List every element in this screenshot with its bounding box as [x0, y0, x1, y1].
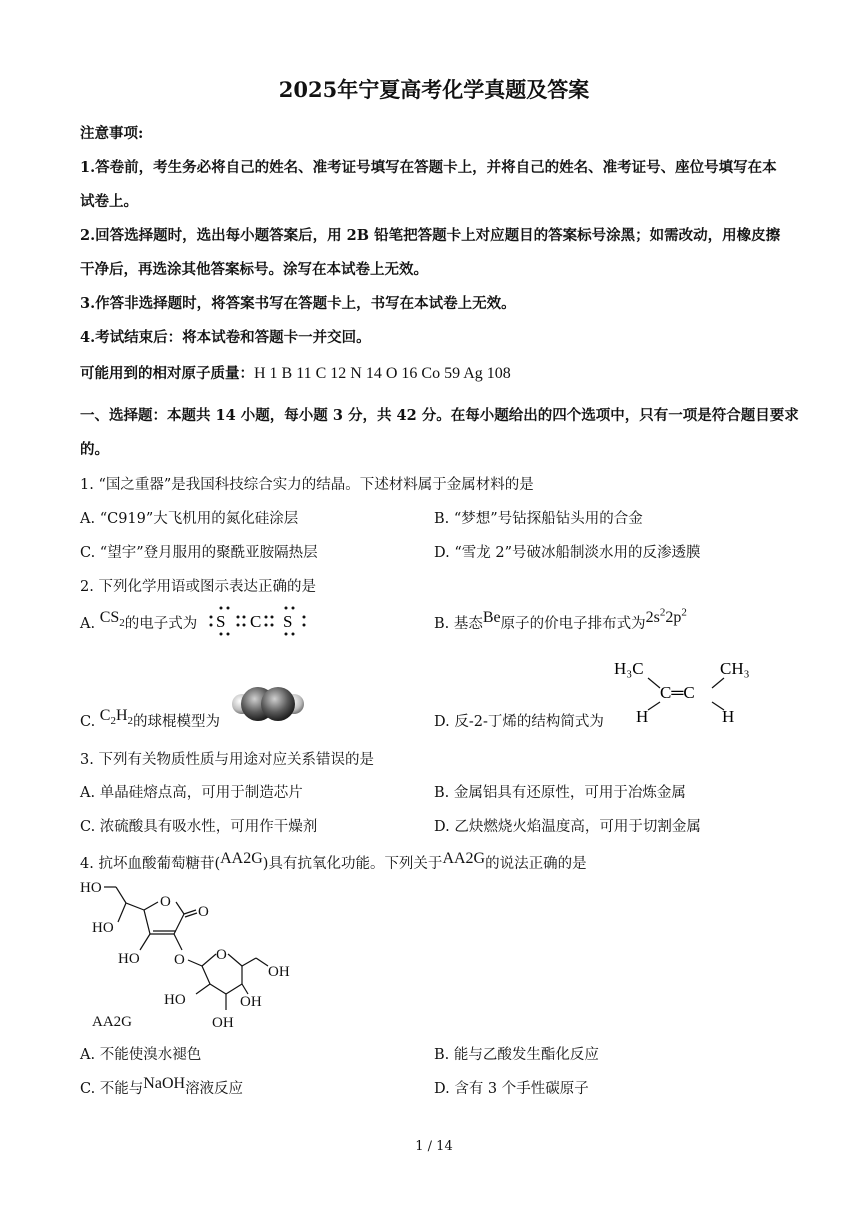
- struct-c-c: C═C: [660, 683, 695, 702]
- q3-option-a: A. 单晶硅熔点高，可用于制造芯片: [80, 785, 303, 801]
- label-oh-sugar-2: OH: [212, 1015, 234, 1031]
- q4-option-d: D. 含有 3 个手性碳原子: [434, 1081, 589, 1097]
- section-heading: 一、选择题：本题共 14 小题，每小题 3 分，共 42 分。在每小题给出的四个选项中，只有一项是符合题目要求: [80, 407, 799, 424]
- page-number: 1 / 14: [415, 1139, 453, 1154]
- c2h2-ball-stick-model: [230, 684, 306, 724]
- label-o-ring: O: [160, 894, 171, 910]
- q4-c-formula: NaOH: [143, 1075, 186, 1092]
- q2-c-formula: $C_2H_2$: [99, 707, 134, 728]
- notice-heading: 注意事项:: [80, 125, 144, 142]
- struct-ch3: CH₃: [720, 659, 750, 678]
- label-ho-sugar: HO: [164, 992, 186, 1008]
- q1-stem: 1. “国之重器”是我国科技综合实力的结晶。下述材料属于金属材料的是: [80, 477, 534, 493]
- lewis-c: C: [250, 612, 262, 631]
- notice-item-1-cont: 试卷上。: [80, 193, 138, 210]
- notice-item-4: 4.考试结束后：将本试卷和答题卡一并交回。: [80, 329, 371, 346]
- q4-option-a: A. 不能使溴水褪色: [80, 1047, 202, 1063]
- label-ho-bottom: HO: [118, 951, 140, 967]
- q1-option-c: C. “望宇”登月服用的聚酰亚胺隔热层: [80, 545, 318, 561]
- lewis-s-left: S: [216, 612, 226, 631]
- struct-h-right: H: [722, 707, 735, 726]
- q3-option-d: D. 乙炔燃烧火焰温度高，可用于切割金属: [434, 819, 701, 835]
- q4-option-c: C. 不能与NaOH溶液反应: [80, 1075, 244, 1097]
- notice-item-2: 2.回答选择题时，选出每小题答案后，用 2B 铅笔把答题卡上对应题目的答案标号涂黑；如需改动，用橡皮擦: [80, 227, 781, 244]
- label-oh-sugar-1: OH: [240, 994, 262, 1010]
- q3-option-b: B. 金属铝具有还原性，可用于冶炼金属: [434, 785, 686, 801]
- label-ho-mid: HO: [92, 920, 114, 936]
- q3-stem: 3. 下列有关物质性质与用途对应关系错误的是: [80, 752, 374, 768]
- atomic-masses-values: H 1 B 11 C 12 N 14 O 16 Co 59 Ag 108: [254, 365, 511, 382]
- q2-option-d: D. 反-2-丁烯的结构简式为: [434, 714, 604, 730]
- struct-h3c: H₃C: [614, 659, 644, 678]
- q1-option-a: A. “C919”大飞机用的氮化硅涂层: [80, 511, 299, 527]
- q4-option-b: B. 能与乙酸发生酯化反应: [434, 1047, 599, 1063]
- q3-option-c: C. 浓硫酸具有吸水性，可用作干燥剂: [80, 819, 318, 835]
- q1-option-b: B. “梦想”号钻探船钻头用的合金: [434, 511, 643, 527]
- struct-h-left: H: [636, 707, 649, 726]
- label-ho-top: HO: [80, 880, 102, 896]
- lewis-s-right: S: [283, 612, 293, 631]
- notice-item-1: 1.答卷前，考生务必将自己的姓名、准考证号填写在答题卡上，并将自己的姓名、准考证号、座位号填写在本: [80, 159, 777, 176]
- q2-a-formula: $CS_2$: [99, 609, 125, 630]
- label-o-pyran: O: [216, 947, 227, 963]
- q2-option-c: C. $C_2H_2$的球棍模型为: [80, 707, 221, 730]
- section-heading-cont: 的。: [80, 441, 109, 458]
- notice-item-3: 3.作答非选择题时，将答案书写在答题卡上，书写在本试卷上无效。: [80, 295, 516, 312]
- q2-a-text: 的电子式为: [124, 616, 198, 632]
- label-o-link: O: [174, 952, 185, 968]
- atomic-masses-label: 可能用到的相对原子质量：: [80, 365, 254, 382]
- q1-option-d: D. “雪龙 2”号破冰船制淡水用的反渗透膜: [434, 545, 701, 561]
- page-title: 2025年宁夏高考化学真题及答案: [278, 77, 590, 102]
- q2-option-a: [80, 609, 198, 635]
- notice-item-2-cont: 干净后，再选涂其他答案标号。涂写在本试卷上无效。: [80, 261, 428, 278]
- aa2g-structure: [78, 870, 308, 1035]
- q2-b-element: Be: [482, 609, 501, 626]
- q2-b-config: $2s^22p^2$: [645, 606, 687, 626]
- label-aa2g-caption: AA2G: [92, 1014, 132, 1030]
- label-o-carbonyl: O: [198, 904, 209, 920]
- q4-aa2g-name: AA2G: [220, 850, 263, 867]
- q2-a-label: A.: [80, 616, 96, 632]
- c-atom-right: [261, 687, 295, 721]
- q2-stem: 2. 下列化学用语或图示表达正确的是: [80, 579, 316, 595]
- q4-stem: 4. 抗坏血酸葡萄糖苷(AA2G)具有抗氧化功能。下列关于AA2G的说法正确的是: [80, 850, 587, 872]
- q4-aa2g-name-2: AA2G: [442, 850, 486, 867]
- q2-option-b: B. 基态Be原子的价电子排布式为$2s^22p^2$: [434, 606, 687, 632]
- cs2-lewis-structure: [200, 604, 320, 638]
- atomic-masses: [80, 362, 511, 383]
- trans-2-butene-structure: [610, 652, 770, 732]
- label-oh-right: OH: [268, 964, 290, 980]
